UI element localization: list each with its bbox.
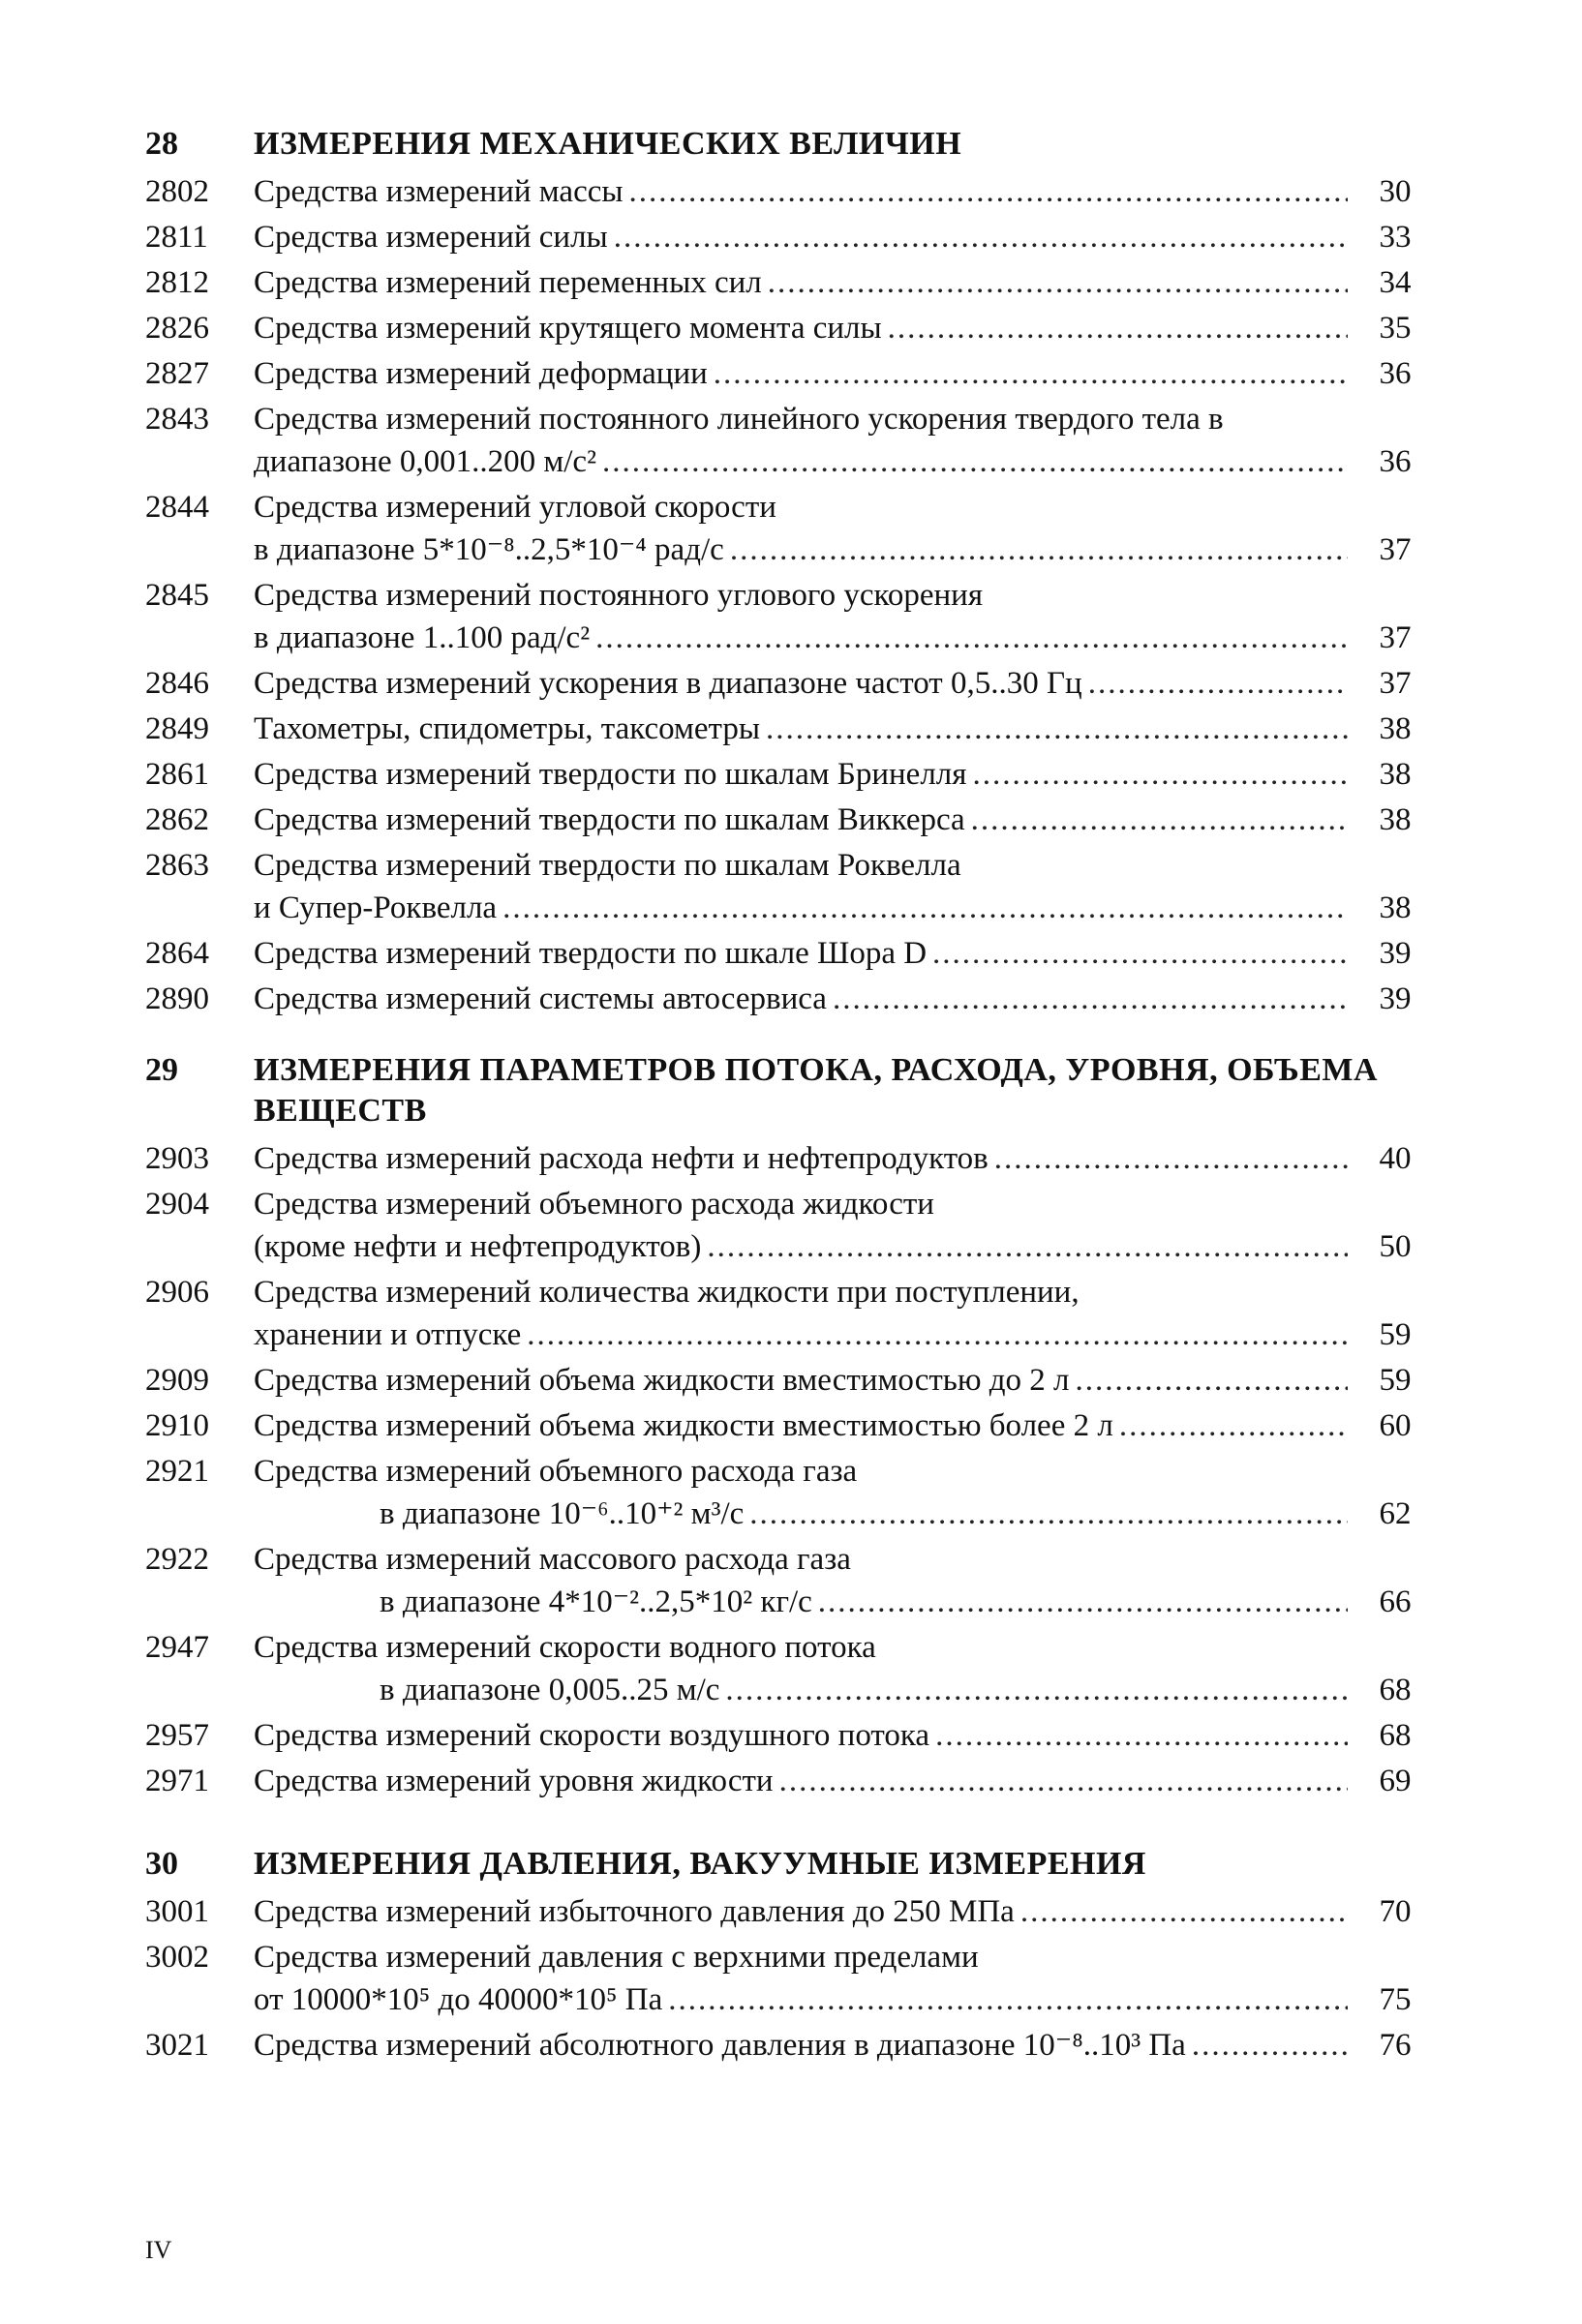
entry-page-number: 62 (1379, 1496, 1412, 1531)
entry-code: 2921 (145, 1454, 209, 1489)
entry-page-number: 35 (1379, 311, 1412, 346)
toc-entry (145, 1271, 1433, 1356)
dot-leader (527, 1313, 1348, 1356)
section-29 (145, 1050, 1433, 1805)
entry-code: 2904 (145, 1187, 209, 1222)
entry-title: Средства измерений объема жидкости вместимостью более 2 л (254, 1408, 1113, 1443)
section-heading (145, 1844, 1433, 1885)
dot-leader (1075, 1359, 1348, 1402)
entry-code: 2863 (145, 848, 209, 883)
entry-title: в диапазоне 0,005..25 м/с (380, 1673, 720, 1707)
entry-code: 2947 (145, 1630, 209, 1665)
entry-code: 2903 (145, 1141, 209, 1176)
entry-title-line: Средства измерений объемного расхода жидкости (254, 1187, 934, 1222)
entry-code: 2862 (145, 802, 209, 837)
toc-entry (145, 398, 1433, 483)
toc-entry (145, 1404, 1433, 1447)
section-number: 30 (145, 1846, 178, 1882)
dot-leader (818, 1581, 1348, 1623)
entry-code: 2849 (145, 711, 209, 746)
toc-entry (145, 2024, 1433, 2067)
toc-entry (145, 799, 1433, 841)
entry-title: Средства измерений расхода нефти и нефтепродуктов (254, 1141, 989, 1176)
entry-page-number: 36 (1379, 444, 1412, 479)
entry-title: Средства измерений силы (254, 220, 608, 255)
entry-title: Средства измерений переменных сил (254, 265, 762, 300)
entry-page-number: 39 (1379, 936, 1412, 971)
entry-code: 3021 (145, 2028, 209, 2063)
entry-page-number: 50 (1379, 1229, 1412, 1264)
entry-title: Средства измерений избыточного давления до 250 МПа (254, 1894, 1015, 1929)
toc-entry (145, 486, 1433, 571)
entry-code: 2844 (145, 490, 209, 525)
dot-leader (932, 932, 1348, 975)
dot-leader (1088, 662, 1348, 705)
entry-code: 2802 (145, 174, 209, 209)
toc-entry (145, 1359, 1433, 1402)
section-28 (145, 124, 1433, 1023)
entry-code: 2845 (145, 578, 209, 613)
entry-page-number: 59 (1379, 1317, 1412, 1352)
dot-leader (725, 1669, 1348, 1711)
dot-leader (749, 1493, 1348, 1535)
entry-page-number: 59 (1379, 1363, 1412, 1398)
entry-title: Средства измерений ускорения в диапазоне частот 0,5..30 Гц (254, 666, 1082, 701)
entry-title: Средства измерений объема жидкости вместимостью до 2 л (254, 1363, 1070, 1398)
entry-title-line: Средства измерений количества жидкости при поступлении, (254, 1275, 1080, 1310)
entry-title-line: Средства измерений постоянного линейного ускорения твердого тела в (254, 402, 1224, 437)
entry-code: 2861 (145, 757, 209, 792)
entry-page-number: 37 (1379, 666, 1412, 701)
entry-page-number: 36 (1379, 356, 1412, 391)
entry-page-number: 37 (1379, 620, 1412, 655)
toc-entry (145, 1450, 1433, 1535)
toc-entry (145, 1626, 1433, 1711)
entry-title: хранении и отпуске (254, 1317, 522, 1352)
entry-title: в диапазоне 5*10⁻⁸..2,5*10⁻⁴ рад/с (254, 532, 724, 567)
entry-title: (кроме нефти и нефтепродуктов) (254, 1229, 702, 1264)
entry-code: 2843 (145, 402, 209, 437)
entry-title: Средства измерений крутящего момента силы (254, 311, 882, 346)
toc-entry (145, 753, 1433, 796)
dot-leader (971, 799, 1348, 841)
entry-title: диапазоне 0,001..200 м/с² (254, 444, 596, 479)
toc-entry (145, 978, 1433, 1020)
entry-title: и Супер-Роквелла (254, 890, 498, 925)
dot-leader (766, 708, 1348, 750)
dot-leader (888, 307, 1348, 349)
entry-title: в диапазоне 10⁻⁶..10⁺² м³/с (380, 1496, 745, 1531)
entry-title: Средства измерений твердости по шкале Шора D (254, 936, 928, 971)
dot-leader (629, 170, 1348, 213)
toc-entry (145, 1936, 1433, 2021)
entry-page-number: 68 (1379, 1718, 1412, 1753)
entry-title-line: Средства измерений постоянного углового ускорения (254, 578, 984, 613)
toc-entry (145, 932, 1433, 975)
entry-page-number: 69 (1379, 1764, 1412, 1798)
entry-page-number: 60 (1379, 1408, 1412, 1443)
entry-page-number: 75 (1379, 1982, 1412, 2017)
entry-page-number: 38 (1379, 802, 1412, 837)
toc-entry (145, 1760, 1433, 1802)
entry-title: Средства измерений системы автосервиса (254, 981, 827, 1016)
entry-code: 2846 (145, 666, 209, 701)
entry-title: Средства измерений уровня жидкости (254, 1764, 774, 1798)
entry-code: 2827 (145, 356, 209, 391)
entry-title: в диапазоне 1..100 рад/с² (254, 620, 591, 655)
entry-title: Средства измерений абсолютного давления в диапазоне 10⁻⁸..10³ Па (254, 2028, 1186, 2063)
dot-leader (779, 1760, 1348, 1802)
entry-code: 2906 (145, 1275, 209, 1310)
toc-entry (145, 662, 1433, 705)
entry-title-line: Средства измерений давления с верхними пределами (254, 1940, 979, 1975)
dot-leader (714, 352, 1348, 395)
dot-leader (833, 978, 1348, 1020)
dot-leader (1192, 2024, 1348, 2067)
entry-page-number: 39 (1379, 981, 1412, 1016)
entry-page-number: 30 (1379, 174, 1412, 209)
dot-leader (614, 216, 1348, 258)
dot-leader (730, 528, 1348, 571)
entry-page-number: 33 (1379, 220, 1412, 255)
entry-title-line: Средства измерений массового расхода газа (254, 1542, 851, 1577)
toc-entry (145, 170, 1433, 213)
dot-leader (602, 440, 1348, 483)
entry-page-number: 34 (1379, 265, 1412, 300)
toc-entry (145, 574, 1433, 659)
dot-leader (768, 261, 1348, 304)
entry-page-number: 38 (1379, 711, 1412, 746)
entry-title-line: Средства измерений твердости по шкалам Роквелла (254, 848, 961, 883)
entry-code: 2826 (145, 311, 209, 346)
toc-entry (145, 216, 1433, 258)
entry-code: 2910 (145, 1408, 209, 1443)
entry-title: Тахометры, спидометры, таксометры (254, 711, 761, 746)
entry-title: Средства измерений твердости по шкалам Виккерса (254, 802, 965, 837)
entry-page-number: 70 (1379, 1894, 1412, 1929)
entry-code: 3002 (145, 1940, 209, 1975)
dot-leader (502, 887, 1348, 929)
entry-code: 2811 (145, 220, 208, 255)
dot-leader (1119, 1404, 1348, 1447)
entry-page-number: 66 (1379, 1585, 1412, 1619)
entry-code: 2957 (145, 1718, 209, 1753)
entry-code: 2812 (145, 265, 209, 300)
entry-title: Средства измерений деформации (254, 356, 708, 391)
toc-entry (145, 307, 1433, 349)
entry-code: 3001 (145, 1894, 209, 1929)
section-title: ИЗМЕРЕНИЯ ДАВЛЕНИЯ, ВАКУУМНЫЕ ИЗМЕРЕНИЯ (254, 1846, 1146, 1882)
entry-page-number: 76 (1379, 2028, 1412, 2063)
entry-code: 2890 (145, 981, 209, 1016)
entry-page-number: 38 (1379, 757, 1412, 792)
toc-entry (145, 1183, 1433, 1268)
section-number: 29 (145, 1052, 178, 1088)
entry-code: 2864 (145, 936, 209, 971)
entry-page-number: 37 (1379, 532, 1412, 567)
dot-leader (595, 617, 1348, 659)
dot-leader (668, 1978, 1348, 2021)
dot-leader (935, 1714, 1348, 1757)
entry-title: Средства измерений скорости воздушного потока (254, 1718, 930, 1753)
toc-entry (145, 1890, 1433, 1933)
toc-entry (145, 1538, 1433, 1623)
entry-title: от 10000*10⁵ до 40000*10⁵ Па (254, 1982, 663, 2017)
dot-leader (972, 753, 1348, 796)
section-30 (145, 1844, 1433, 2069)
entry-title: Средства измерений твердости по шкалам Бринелля (254, 757, 967, 792)
section-title: ИЗМЕРЕНИЯ ПАРАМЕТРОВ ПОТОКА, РАСХОДА, УРОВНЯ, ОБЪЕМА ВЕЩЕСТВ (254, 1052, 1379, 1129)
section-heading (145, 1050, 1433, 1132)
section-heading (145, 124, 1433, 165)
page-number: IV (145, 2236, 172, 2264)
dot-leader (707, 1225, 1348, 1268)
entry-page-number: 68 (1379, 1673, 1412, 1707)
section-number: 28 (145, 126, 178, 162)
entry-title: Средства измерений массы (254, 174, 624, 209)
entry-title-line: Средства измерений скорости водного потока (254, 1630, 876, 1665)
toc-entry (145, 708, 1433, 750)
entry-title-line: Средства измерений объемного расхода газа (254, 1454, 858, 1489)
dot-leader (994, 1137, 1348, 1180)
entry-title-line: Средства измерений угловой скорости (254, 490, 776, 525)
entry-page-number: 38 (1379, 890, 1412, 925)
entry-code: 2922 (145, 1542, 209, 1577)
toc-entry (145, 261, 1433, 304)
toc-entry (145, 1137, 1433, 1180)
toc-entry (145, 1714, 1433, 1757)
entry-code: 2971 (145, 1764, 209, 1798)
toc-entry (145, 844, 1433, 929)
entry-code: 2909 (145, 1363, 209, 1398)
section-title: ИЗМЕРЕНИЯ МЕХАНИЧЕСКИХ ВЕЛИЧИН (254, 126, 962, 162)
dot-leader (1020, 1890, 1348, 1933)
toc-entry (145, 352, 1433, 395)
entry-title: в диапазоне 4*10⁻²..2,5*10² кг/с (380, 1585, 812, 1619)
entry-page-number: 40 (1379, 1141, 1412, 1176)
